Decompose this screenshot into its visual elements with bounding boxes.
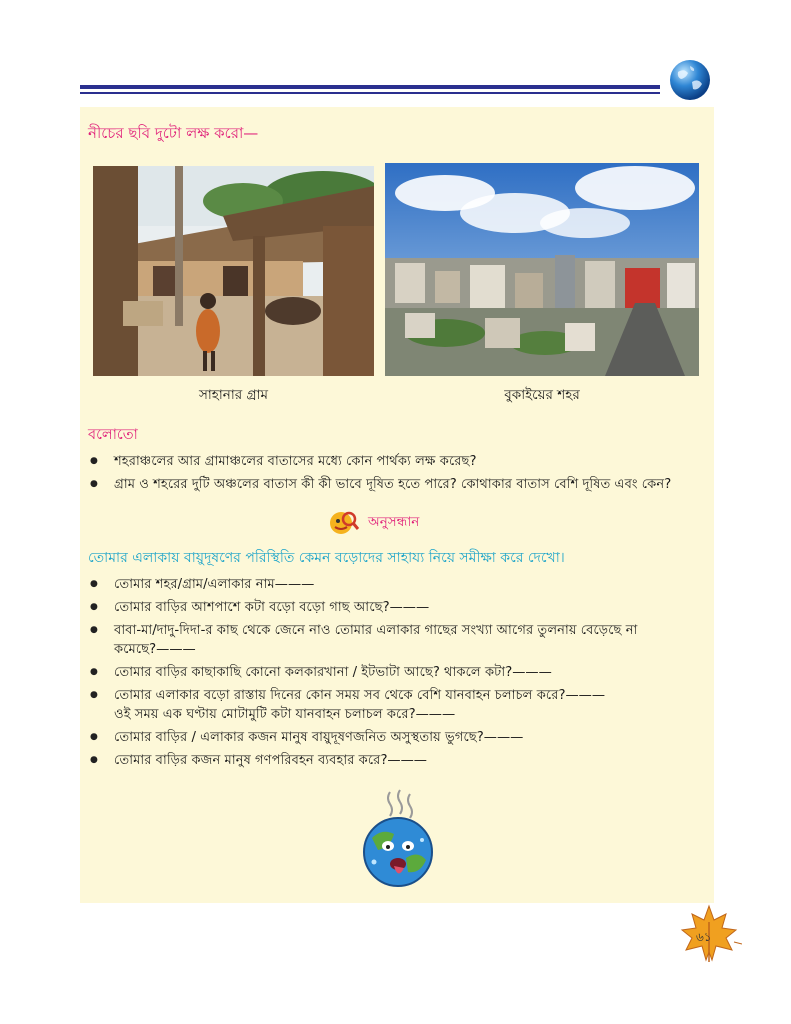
list-item: ● তোমার শহর/গ্রাম/এলাকার নাম——— bbox=[88, 575, 718, 594]
research-label-row bbox=[326, 508, 419, 536]
bolo-question-list bbox=[88, 452, 718, 498]
header-rule-thin bbox=[80, 92, 660, 94]
village-photo bbox=[93, 166, 374, 376]
city-photo bbox=[385, 163, 699, 376]
list-item: ● গ্রাম ও শহরের দুটি অঞ্চলের বাতাস কী কী ভাবে দূষিত হতে পারে? কোথাকার বাতাস বেশি দূষিত এবং কেন? bbox=[88, 475, 718, 494]
bolo-heading: বলোতো bbox=[88, 427, 138, 443]
list-item: ● তোমার বাড়ির কজন মানুষ গণপরিবহন ব্যবহার করে?——— bbox=[88, 751, 718, 770]
sick-earth-illustration bbox=[350, 788, 446, 890]
list-item: ● তোমার বাড়ির আশপাশে কটা বড়ো বড়ো গাছ আছে?——— bbox=[88, 598, 718, 617]
city-photo-caption: বুকাইয়ের শহর bbox=[504, 387, 580, 403]
survey-heading: তোমার এলাকায় বায়ুদূষণের পরিস্থিতি কেমন বড়োদের সাহায্য নিয়ে সমীক্ষা করে দেখো। bbox=[88, 550, 565, 566]
list-item: ● তোমার বাড়ির কাছাকাছি কোনো কলকারখানা / ইটভাটা আছে? থাকলে কটা?——— bbox=[88, 663, 718, 682]
list-item: ● বাবা-মা/দাদু-দিদা-র কাছ থেকে জেনে নাও তোমার এলাকার গাছের সংখ্যা আগের তুলনায় বেড়েছে না কমেছে?——— bbox=[88, 621, 718, 659]
village-photo-caption: সাহানার গ্রাম bbox=[198, 387, 269, 403]
page-number: ৬১ bbox=[696, 930, 712, 944]
survey-question-list bbox=[88, 575, 718, 774]
list-item: ● তোমার বাড়ির / এলাকার কজন মানুষ বায়ুদূষণজনিত অসুস্থতায় ভুগছে?——— bbox=[88, 728, 718, 747]
globe-icon bbox=[668, 58, 712, 102]
research-label: অনুসন্ধান bbox=[368, 513, 420, 530]
list-item: ● তোমার এলাকার বড়ো রাস্তায় দিনের কোন সময় সব থেকে বেশি যানবাহন চলাচল করে?——— ওই সময় এক ঘণ্টায় মোটামুটি কটা যানবাহন চলাচল করে?——— bbox=[88, 686, 718, 724]
header-rule bbox=[80, 85, 660, 89]
section-heading: নীচের ছবি দুটো লক্ষ করো— bbox=[88, 124, 259, 142]
list-item: ● শহরাঞ্চলের আর গ্রামাঞ্চলের বাতাসের মধ্যে কোন পার্থক্য লক্ষ করেছ? bbox=[88, 452, 718, 471]
search-mascot-icon bbox=[326, 508, 360, 536]
